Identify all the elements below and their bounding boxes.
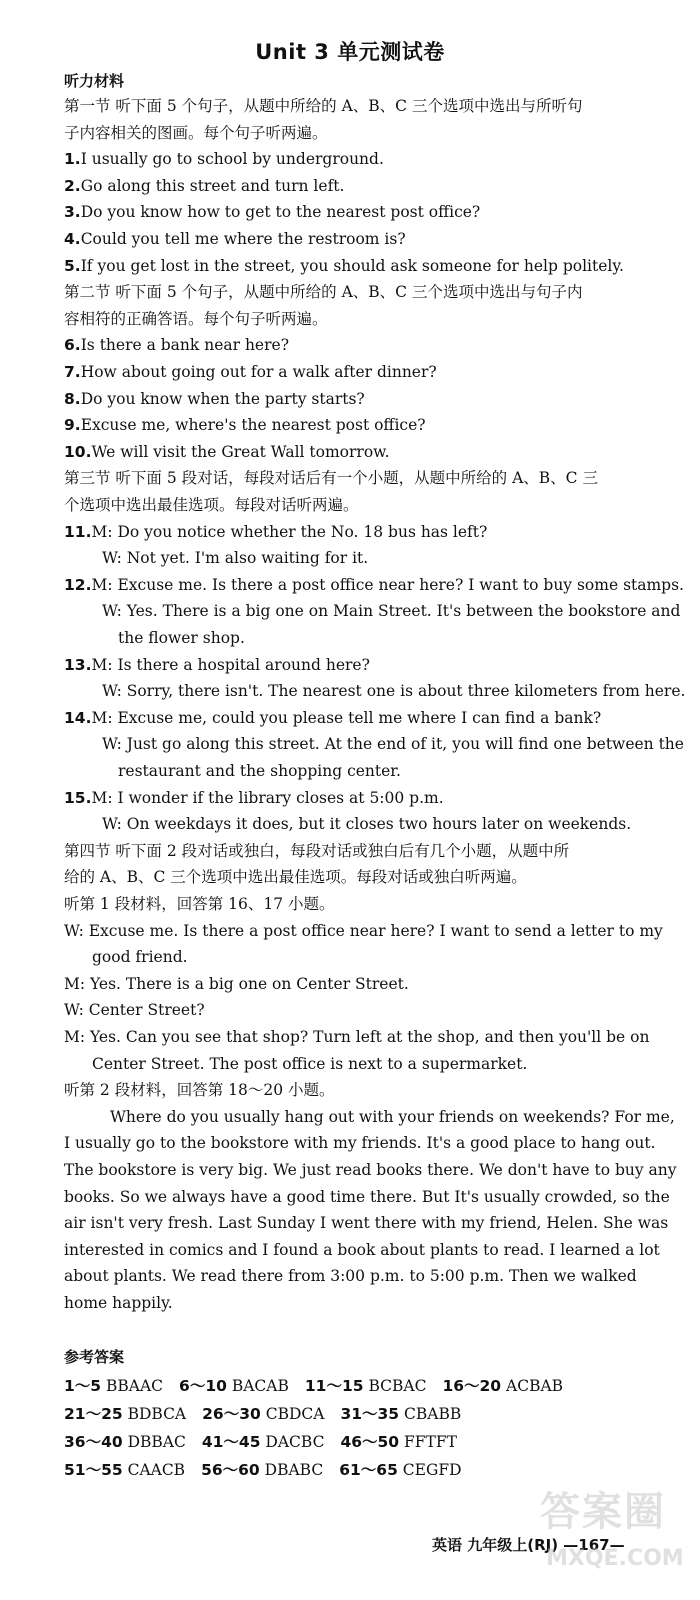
line-text: Go along this street and turn left. (80, 177, 345, 195)
line-text: Is there a bank near here? (80, 336, 289, 354)
question-number: 6. (64, 336, 81, 354)
answer-row (64, 1430, 473, 1452)
line-text: the flower shop. (118, 629, 245, 647)
line-text: W: Center Street? (64, 1001, 205, 1019)
question-number: 9. (64, 416, 81, 434)
question-number: 1. (64, 150, 81, 168)
answer-range: 61～65 (339, 1461, 398, 1479)
line-text: We will visit the Great Wall tomorrow. (91, 443, 390, 461)
line-text: Do you know how to get to the nearest post office? (80, 203, 481, 221)
answer-value: BBAAC (106, 1377, 164, 1395)
answer-value: DBBAC (127, 1433, 186, 1451)
answer-range: 11～15 (304, 1377, 364, 1395)
line-text: air isn't very fresh. Last Sunday I went there with my friend, Helen. She was (64, 1214, 669, 1232)
watermark-url: MXQE.COM (546, 1546, 684, 1571)
answer-value: CBABB (404, 1405, 462, 1423)
line-text: I usually go to school by underground. (80, 150, 384, 168)
line-text: 第一节 听下面 5 个句子，从题中所给的 A、B、C 三个选项中选出与所听句 (64, 97, 583, 115)
question-number: 12. (64, 576, 92, 594)
text-line (64, 468, 598, 488)
line-text: M: Yes. Can you see that shop? Turn left at the shop, and then you'll be on (64, 1028, 650, 1046)
text-line (64, 389, 365, 409)
text-line (64, 708, 601, 728)
text-line (64, 1240, 660, 1260)
text-line (64, 841, 569, 861)
text-line (64, 522, 487, 542)
line-text: W: Not yet. I'm also waiting for it. (102, 549, 369, 567)
text-line (64, 442, 390, 462)
answer-row (64, 1458, 478, 1480)
answer-range: 26～30 (202, 1405, 261, 1423)
line-text: good friend. (92, 948, 188, 966)
text-line (64, 894, 335, 914)
answer-value: FFTFT (404, 1433, 457, 1451)
answer-value: DBABC (264, 1461, 324, 1479)
line-text: M: I wonder if the library closes at 5:00 p.m. (91, 789, 444, 807)
text-line (64, 256, 624, 276)
text-line (64, 1266, 637, 1286)
answer-value: BACAB (231, 1377, 289, 1395)
line-text: restaurant and the shopping center. (118, 762, 401, 780)
line-text: 给的 A、B、C 三个选项中选出最佳选项。每段对话或独白听两遍。 (64, 868, 527, 886)
line-text: W: Excuse me. Is there a post office near here? I want to send a letter to my (64, 922, 663, 940)
text-line (102, 601, 680, 621)
text-line (64, 96, 582, 116)
line-text: 容相符的正确答语。每个句子听两遍。 (64, 310, 328, 328)
question-number: 10. (64, 443, 92, 461)
question-number: 13. (64, 656, 92, 674)
answer-range: 41～45 (201, 1433, 261, 1451)
answer-value: CBDCA (265, 1405, 325, 1423)
answer-range: 51～55 (64, 1461, 123, 1479)
text-line (64, 415, 426, 435)
text-line (102, 681, 685, 701)
line-text: If you get lost in the street, you should ask someone for help politely. (80, 257, 624, 275)
text-line (64, 123, 328, 143)
answer-value: BDBCA (127, 1405, 187, 1423)
answer-range: 6～10 (179, 1377, 227, 1395)
line-text: The bookstore is very big. We just read books there. We don't have to buy any (64, 1161, 677, 1179)
text-line (64, 1160, 677, 1180)
line-text: Where do you usually hang out with your friends on weekends? For me, (110, 1108, 675, 1126)
line-text: M: Excuse me. Is there a post office near here? I want to buy some stamps. (91, 576, 684, 594)
text-line (64, 655, 370, 675)
text-line (64, 1000, 205, 1020)
text-line (110, 1107, 675, 1127)
watermark-main: 答案圈 (540, 1489, 666, 1535)
question-number: 7. (64, 363, 81, 381)
line-text: Center Street. The post office is next to a supermarket. (92, 1055, 528, 1073)
answer-range: 56～60 (201, 1461, 260, 1479)
text-line (102, 814, 631, 834)
line-text: W: Sorry, there isn't. The nearest one is about three kilometers from here. (102, 682, 686, 700)
text-line (64, 1187, 670, 1207)
line-text: M: Is there a hospital around here? (91, 656, 370, 674)
text-line (64, 1133, 656, 1153)
text-line (102, 734, 684, 754)
question-number: 15. (64, 789, 92, 807)
answers-heading: 参考答案 (64, 1348, 125, 1366)
line-text: 听第 1 段材料，回答第 16、17 小题。 (64, 895, 335, 913)
answer-value: DACBC (265, 1433, 325, 1451)
text-line (64, 575, 684, 595)
answer-range: 16～20 (442, 1377, 502, 1395)
watermark-logo (540, 1480, 690, 1598)
line-text: How about going out for a walk after dinner? (80, 363, 437, 381)
text-line (118, 628, 245, 648)
line-text: 子内容相关的图画。每个句子听两遍。 (64, 124, 328, 142)
text-line (118, 761, 401, 781)
line-text: 第二节 听下面 5 个句子，从题中所给的 A、B、C 三个选项中选出与句子内 (64, 283, 583, 301)
text-line (64, 1080, 335, 1100)
text-line (64, 1027, 649, 1047)
line-text: M: Do you notice whether the No. 18 bus has left? (91, 523, 488, 541)
line-text: W: Just go along this street. At the end of it, you will find one between the (102, 735, 684, 753)
answer-value: CAACB (127, 1461, 186, 1479)
question-number: 4. (64, 230, 81, 248)
line-text: M: Excuse me, could you please tell me where I can find a bank? (91, 709, 602, 727)
line-text: W: On weekdays it does, but it closes two hours later on weekends. (102, 815, 632, 833)
page-title: Unit 3 单元测试卷 (255, 40, 445, 64)
line-text: 第三节 听下面 5 段对话，每段对话后有一个小题，从题中所给的 A、B、C 三 (64, 469, 598, 487)
question-number: 8. (64, 390, 81, 408)
answer-value: CEGFD (402, 1461, 462, 1479)
text-line (64, 149, 384, 169)
text-line (64, 1293, 173, 1313)
answer-row (64, 1374, 579, 1396)
line-text: 个选项中选出最佳选项。每段对话听两遍。 (64, 496, 359, 514)
answer-range: 46～50 (340, 1433, 400, 1451)
text-line (92, 947, 188, 967)
text-line (64, 309, 328, 329)
line-text: W: Yes. There is a big one on Main Street. It's between the bookstore and (102, 602, 681, 620)
line-text: Excuse me, where's the nearest post office? (80, 416, 426, 434)
line-text: Do you know when the party starts? (80, 390, 365, 408)
text-line (64, 335, 289, 355)
text-line (64, 202, 480, 222)
line-text: M: Yes. There is a big one on Center Street. (64, 975, 409, 993)
text-line (64, 362, 437, 382)
text-line (92, 1054, 527, 1074)
line-text: about plants. We read there from 3:00 p.m. to 5:00 p.m. Then we walked (64, 1267, 637, 1285)
text-line (64, 921, 663, 941)
question-number: 5. (64, 257, 81, 275)
answer-row (64, 1402, 477, 1424)
text-line (64, 1213, 668, 1233)
text-line (64, 176, 344, 196)
line-text: 听第 2 段材料，回答第 18～20 小题。 (64, 1081, 335, 1099)
listening-heading: 听力材料 (64, 72, 125, 90)
line-text: 第四节 听下面 2 段对话或独白，每段对话或独白后有几个小题，从题中所 (64, 842, 570, 860)
question-number: 11. (64, 523, 92, 541)
page-footer: 英语 九年级上(RJ) —167— (432, 1536, 625, 1554)
text-line (64, 974, 409, 994)
answer-range: 1～5 (64, 1377, 102, 1395)
text-line (64, 867, 527, 887)
line-text: home happily. (64, 1294, 173, 1312)
answer-range: 31～35 (340, 1405, 400, 1423)
question-number: 3. (64, 203, 81, 221)
text-line (64, 788, 444, 808)
text-line (102, 548, 368, 568)
answer-range: 36～40 (64, 1433, 123, 1451)
answer-value: BCBAC (368, 1377, 427, 1395)
text-line (64, 229, 406, 249)
answer-value: ACBAB (506, 1377, 564, 1395)
line-text: interested in comics and I found a book about plants to read. I learned a lot (64, 1241, 660, 1259)
line-text: I usually go to the bookstore with my friends. It's a good place to hang out. (64, 1134, 656, 1152)
line-text: books. So we always have a good time there. But It's usually crowded, so the (64, 1188, 670, 1206)
question-number: 14. (64, 709, 92, 727)
text-line (64, 282, 582, 302)
text-line (64, 495, 359, 515)
question-number: 2. (64, 177, 81, 195)
answer-range: 21～25 (64, 1405, 123, 1423)
line-text: Could you tell me where the restroom is? (80, 230, 406, 248)
